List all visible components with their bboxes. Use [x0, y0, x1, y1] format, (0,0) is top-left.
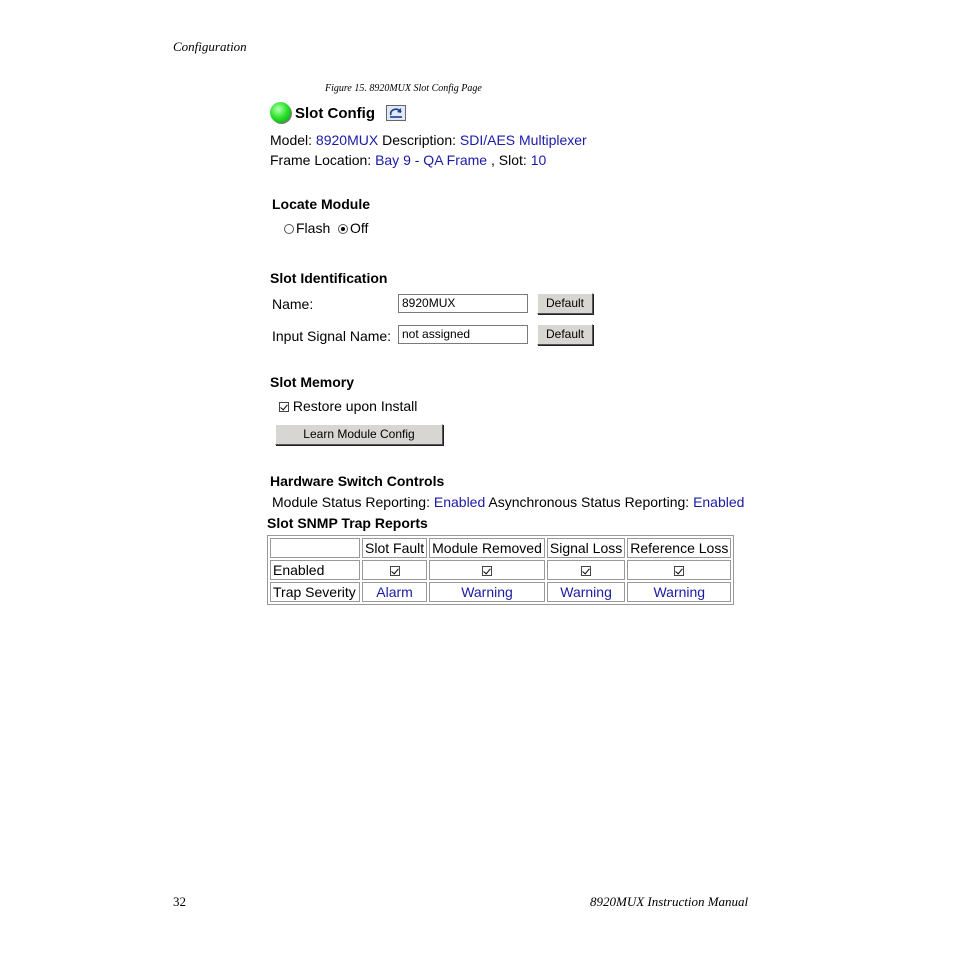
col-reference-loss: Reference Loss [627, 538, 731, 558]
frame-location-line [270, 152, 546, 168]
reference-loss-enabled-cell [627, 560, 731, 580]
snmp-trap-reports-heading: Slot SNMP Trap Reports [267, 515, 428, 531]
col-signal-loss: Signal Loss [547, 538, 625, 558]
frame-location-value: Bay 9 - QA Frame [375, 152, 488, 168]
description-value: SDI/AES Multiplexer [459, 132, 587, 148]
locate-module-heading: Locate Module [272, 196, 371, 212]
input-signal-name-label: Input Signal Name: [272, 328, 392, 344]
model-line [270, 132, 587, 148]
trap-severity-row-label: Trap Severity [270, 582, 360, 602]
name-input[interactable]: 8920MUX [398, 294, 528, 313]
model-label: Model: [270, 132, 313, 148]
snmp-trap-table [267, 535, 734, 605]
col-slot-fault: Slot Fault [362, 538, 427, 558]
page-header: Configuration [173, 39, 247, 54]
status-indicator-icon [270, 102, 291, 123]
table-row [270, 582, 731, 602]
table-corner-cell [270, 538, 360, 558]
async-status-value[interactable]: Enabled [693, 494, 745, 510]
flash-label: Flash [296, 220, 331, 236]
slot-label: , Slot: [491, 152, 527, 168]
slot-value: 10 [530, 152, 547, 168]
signal-loss-checkbox[interactable] [581, 566, 591, 576]
name-label: Name: [272, 296, 314, 312]
name-default-button[interactable]: Default [537, 293, 593, 314]
hardware-switch-controls-heading: Hardware Switch Controls [270, 473, 445, 489]
enabled-row-label: Enabled [270, 560, 360, 580]
refresh-icon[interactable] [386, 105, 406, 121]
signal-loss-enabled-cell [547, 560, 625, 580]
async-status-label: Asynchronous Status Reporting: [488, 494, 690, 510]
input-signal-name-input[interactable]: not assigned [398, 325, 528, 344]
restore-label: Restore upon Install [292, 398, 418, 414]
module-removed-severity-link[interactable]: Warning [429, 582, 545, 602]
off-radio[interactable] [338, 224, 348, 234]
flash-radio[interactable] [284, 224, 294, 234]
locate-module-options [284, 220, 368, 236]
off-label: Off [350, 220, 369, 236]
frame-location-label: Frame Location: [270, 152, 372, 168]
slot-fault-enabled-cell [362, 560, 427, 580]
input-signal-default-button[interactable]: Default [537, 324, 593, 345]
slot-fault-severity-link[interactable]: Alarm [362, 582, 427, 602]
manual-title: 8920MUX Instruction Manual [590, 894, 749, 909]
learn-module-config-button[interactable]: Learn Module Config [275, 424, 443, 445]
col-module-removed: Module Removed [429, 538, 545, 558]
module-status-value[interactable]: Enabled [433, 494, 486, 510]
slot-identification-heading: Slot Identification [270, 270, 388, 286]
restore-checkbox[interactable] [279, 402, 289, 412]
slot-fault-checkbox[interactable] [390, 566, 400, 576]
signal-loss-severity-link[interactable]: Warning [547, 582, 625, 602]
module-removed-enabled-cell [429, 560, 545, 580]
table-row [270, 560, 731, 580]
module-removed-checkbox[interactable] [482, 566, 492, 576]
reference-loss-severity-link[interactable]: Warning [627, 582, 731, 602]
page-number: 32 [173, 894, 186, 909]
description-label: Description: [382, 132, 456, 148]
status-reporting-line [272, 494, 744, 510]
table-header-row [270, 538, 731, 558]
restore-option [279, 398, 417, 414]
figure-caption: Figure 15. 8920MUX Slot Config Page [325, 83, 482, 94]
slot-memory-heading: Slot Memory [270, 374, 355, 390]
reference-loss-checkbox[interactable] [674, 566, 684, 576]
page-title: Slot Config [295, 105, 375, 122]
module-status-label: Module Status Reporting: [272, 494, 430, 510]
model-value: 8920MUX [315, 132, 379, 148]
